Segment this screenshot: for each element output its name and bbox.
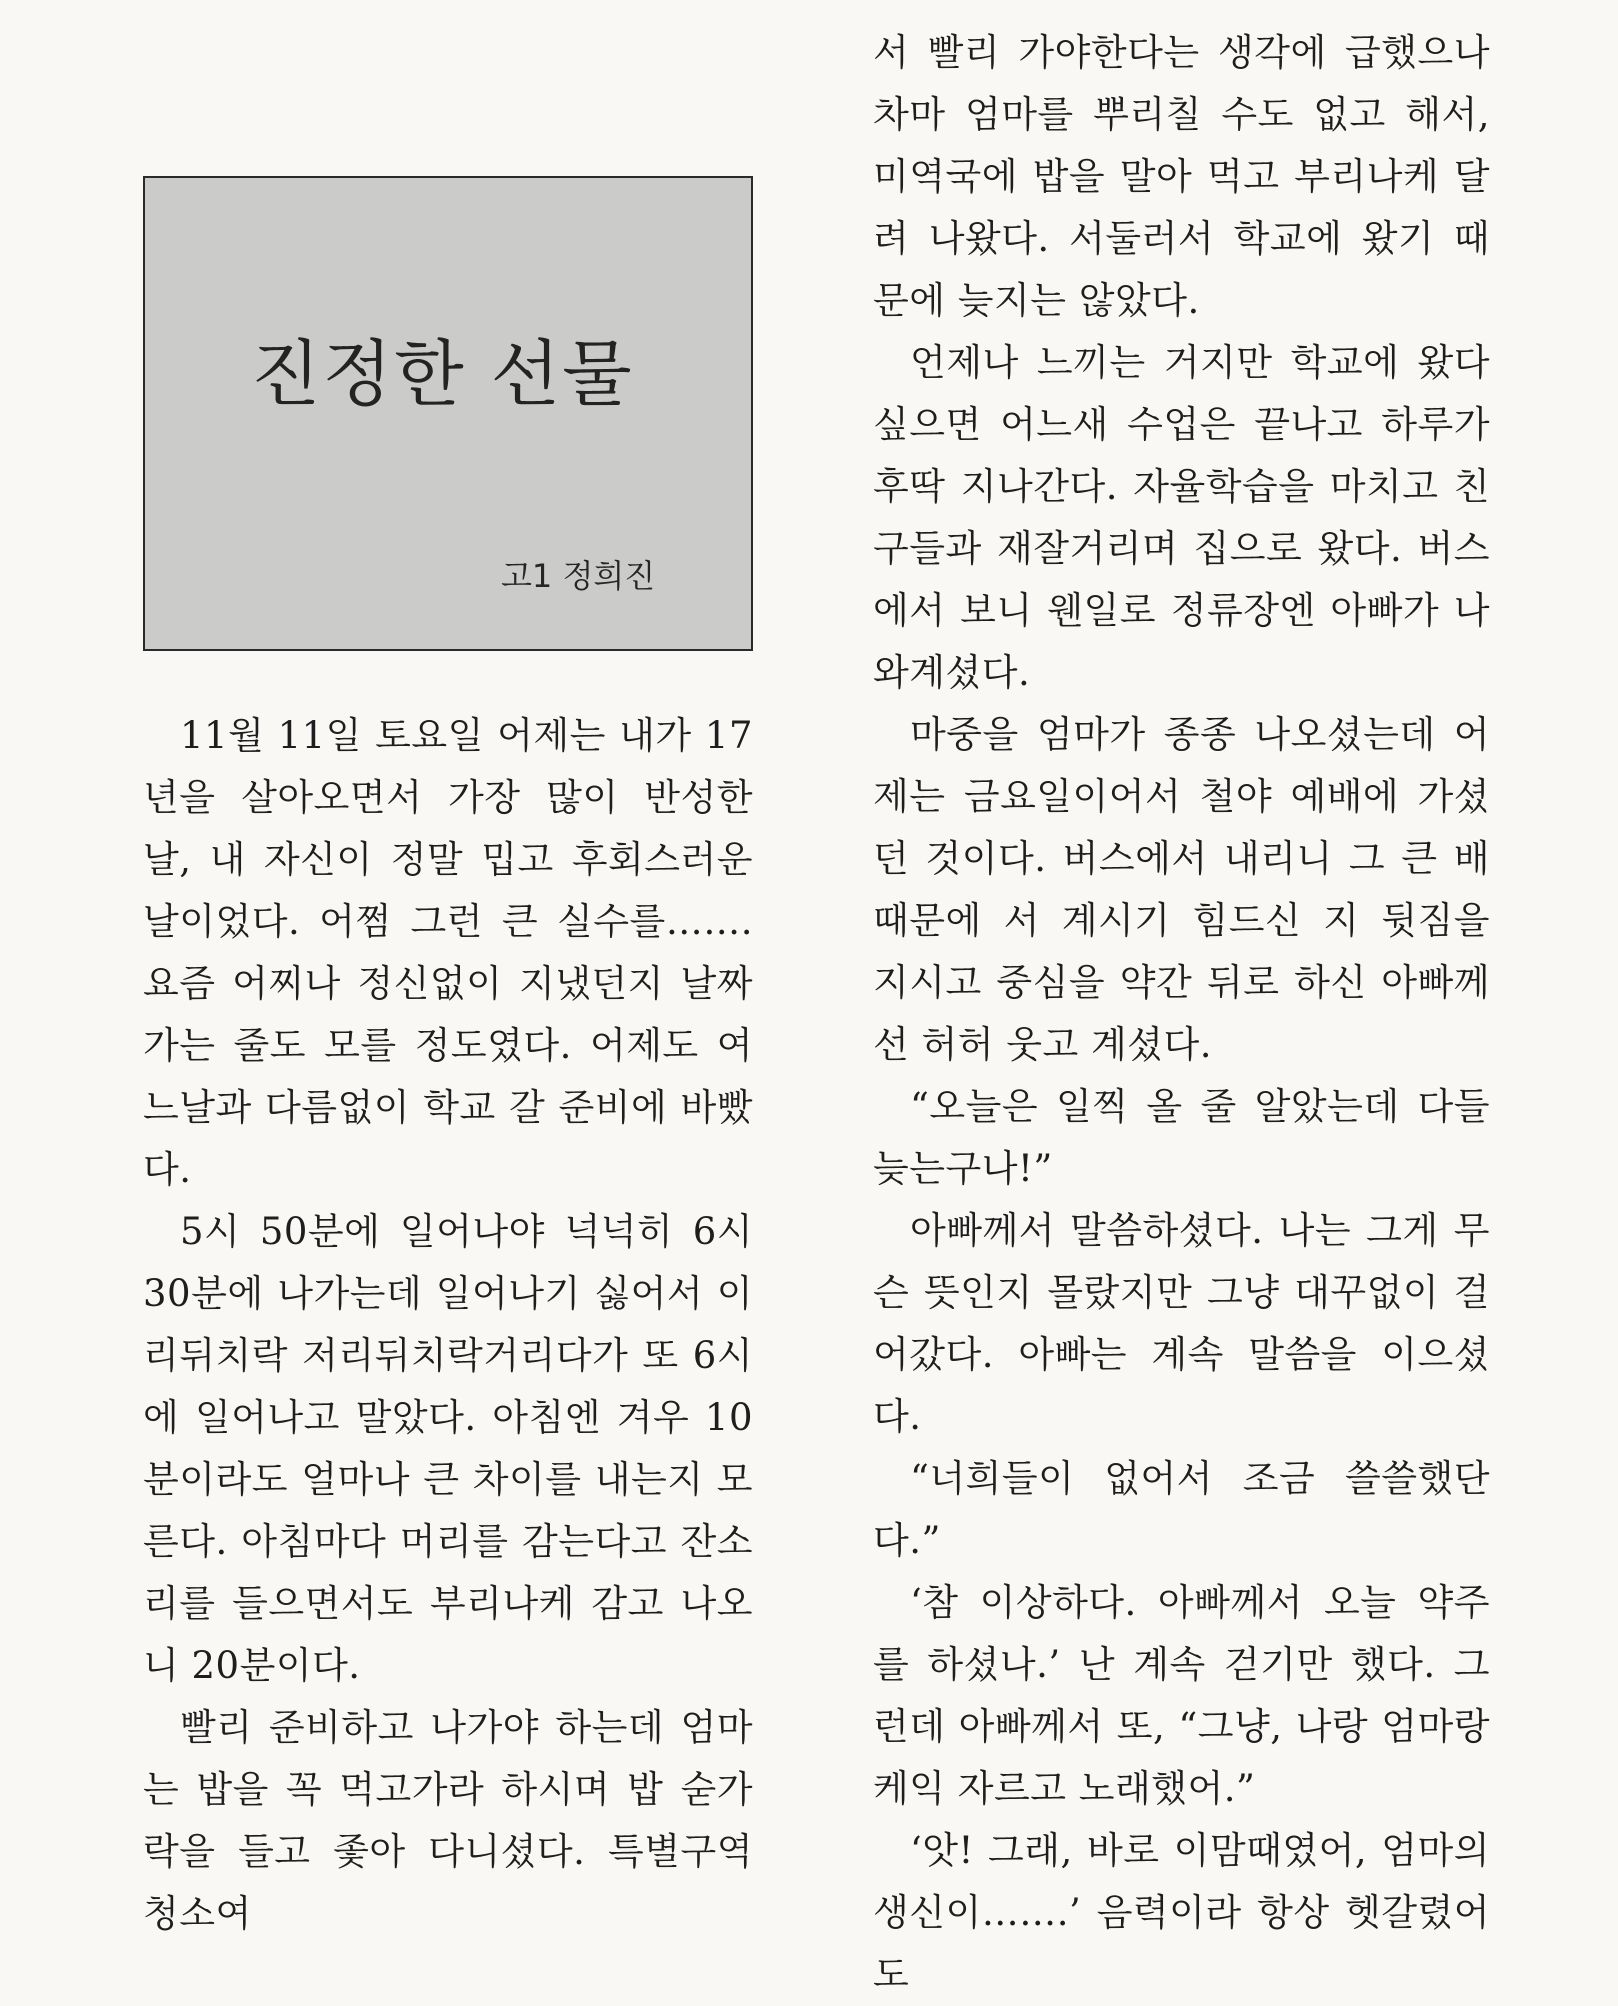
- paragraph: ‘앗! 그래, 바로 이맘때였어, 엄마의 생신이…….’ 음력이라 항상 헷갈렸어도: [873, 1829, 1490, 1996]
- paragraph: 언제나 느끼는 거지만 학교에 왔다 싶으면 어느새 수업은 끝나고 하루가 후딱 지나간다. 자율학습을 마치고 친구들과 재잘거리며 집으로 왔다. 버스에서 보니 웬일로 정류장엔 아빠가 나와계셨다.: [873, 341, 1490, 694]
- paragraph: 5시 50분에 일어나야 넉넉히 6시 30분에 나가는데 일어나기 싫어서 이리뒤치락 저리뒤치락거리다가 또 6시에 일어나고 말았다. 아침엔 겨우 10분이라도 얼마나 큰 차이를 내는지 모른다. 아침마다 머리를 감는다고 잔소리를 들으면서도 부리나케 감고 나오니 20분이다.: [143, 1210, 753, 1687]
- paragraph: “너희들이 없어서 조금 쓸쓸했단다.”: [873, 1457, 1490, 1562]
- author-byline: 고1 정희진: [501, 557, 656, 595]
- article-title: 진정한 선물: [251, 332, 634, 416]
- title-box: [143, 176, 753, 651]
- paragraph: 11월 11일 토요일 어제는 내가 17년을 살아오면서 가장 많이 반성한 날, 내 자신이 정말 밉고 후회스러운 날이었다. 어쩜 그런 큰 실수를……. 요즘 어찌나 정신없이 지냈던지 날짜 가는 줄도 모를 정도였다. 어제도 여느날과 다름없이 학교 갈 준비에 바빴다.: [143, 714, 753, 1191]
- paragraph: “오늘은 일찍 올 줄 알았는데 다들 늦는구나!”: [873, 1085, 1490, 1190]
- paragraph: 아빠께서 말씀하셨다. 나는 그게 무슨 뜻인지 몰랐지만 그냥 대꾸없이 걸어갔다. 아빠는 계속 말씀을 이으셨다.: [873, 1209, 1490, 1438]
- right-column: [873, 22, 1490, 2006]
- paragraph: 서 빨리 가야한다는 생각에 급했으나 차마 엄마를 뿌리칠 수도 없고 해서, 미역국에 밥을 말아 먹고 부리나케 달려 나왔다. 서둘러서 학교에 왔기 때문에 늦지는 않았다.: [873, 31, 1490, 322]
- paragraph: ‘참 이상하다. 아빠께서 오늘 약주를 하셨나.’ 난 계속 걷기만 했다. 그런데 아빠께서 또, “그냥, 나랑 엄마랑 케익 자르고 노래했어.”: [873, 1581, 1490, 1810]
- paragraph: 마중을 엄마가 종종 나오셨는데 어제는 금요일이어서 철야 예배에 가셨던 것이다. 버스에서 내리니 그 큰 배때문에 서 계시기 힘드신 지 뒷짐을 지시고 중심을 약간 뒤로 하신 아빠께선 허허 웃고 계셨다.: [873, 713, 1490, 1066]
- left-column: [143, 705, 753, 1945]
- paragraph: 빨리 준비하고 나가야 하는데 엄마는 밥을 꼭 먹고가라 하시며 밥 숟가락을 들고 좇아 다니셨다. 특별구역 청소여: [143, 1706, 753, 1935]
